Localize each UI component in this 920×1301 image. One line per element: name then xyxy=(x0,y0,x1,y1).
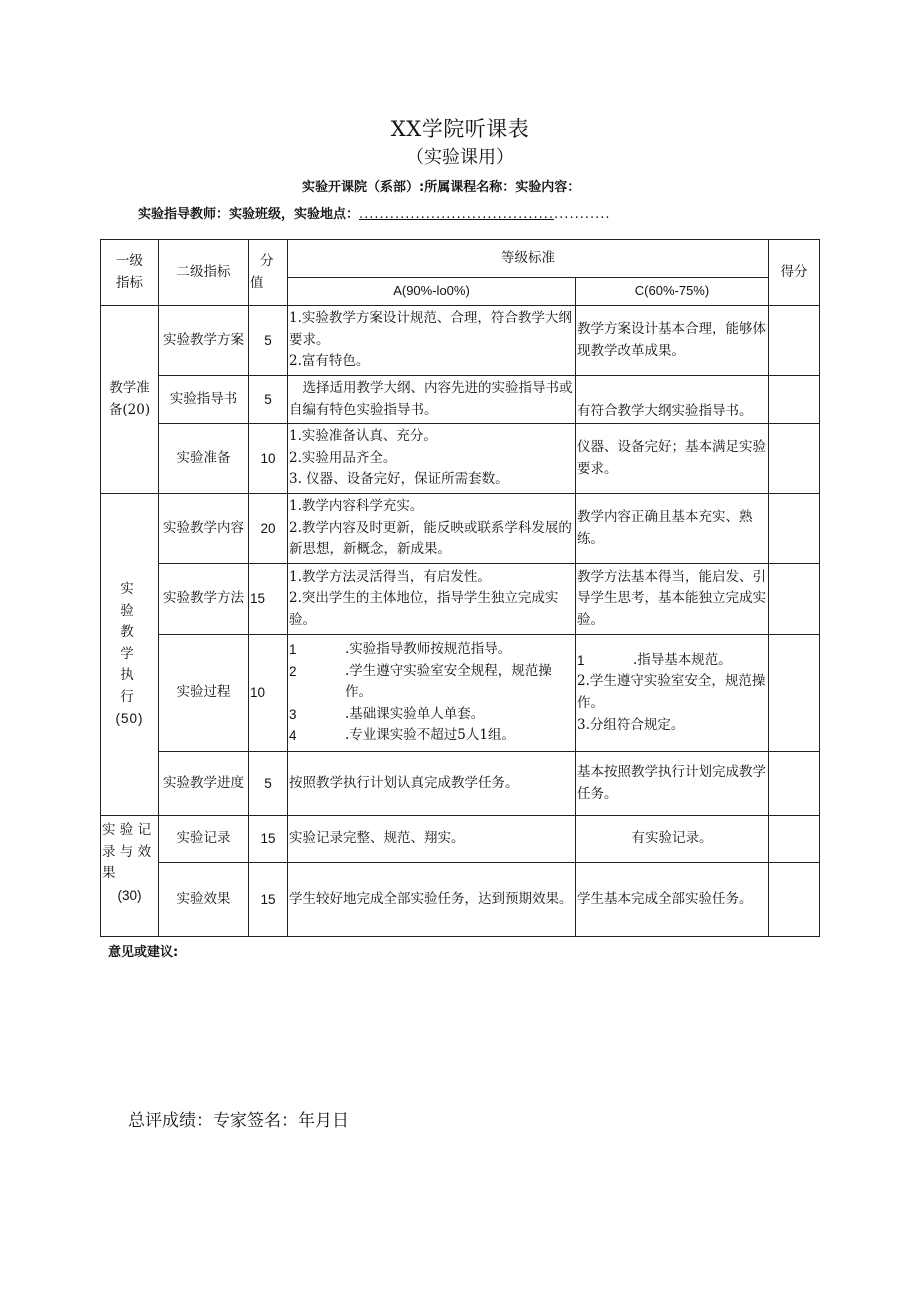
fill-in-blank-tail: ........... xyxy=(554,207,611,222)
standard-c: 仪器、设备完好；基本满足实验要求。 xyxy=(576,424,769,494)
standard-a: 选择适用教学大纲、内容先进的实验指导书或自编有特色实验指导书。 xyxy=(288,376,576,424)
group-teaching-execution: 实 验 教 学 执 行 (50) xyxy=(101,494,159,816)
teacher-info-line xyxy=(138,203,611,222)
table-row xyxy=(101,376,820,424)
standard-a: 1 .实验指导教师按规范指导。 2 .学生遵守实验室安全规程，规范操作。 3 .基础课实验单人单套。 4 .专业课实验不超过5人1组。 xyxy=(288,635,576,752)
score-cell[interactable] xyxy=(769,635,820,752)
header-level1: 一级 指标 xyxy=(101,240,159,306)
criterion-score: 5 xyxy=(249,752,288,816)
criterion-name: 实验教学方法 xyxy=(159,564,249,635)
standard-a: 实验记录完整、规范、翔实。 xyxy=(288,816,576,863)
standard-c: 有实验记录。 xyxy=(576,816,769,863)
score-cell[interactable] xyxy=(769,863,820,937)
standard-a: 1.教学内容科学充实。 2.教学内容及时更新，能反映或联系学科发展的新思想，新概念，新成果。 xyxy=(288,494,576,564)
standard-c: 1 .指导基本规范。 2.学生遵守实验室安全，规范操作。 3.分组符合规定。 xyxy=(576,635,769,752)
table-row xyxy=(101,306,820,376)
teacher-info-label: 实验指导教师：实验班级，实验地点： xyxy=(138,207,360,222)
header-row-top xyxy=(101,240,820,278)
criterion-score: 15 xyxy=(249,816,288,863)
table-row xyxy=(101,635,820,752)
standard-a: 学生较好地完成全部实验任务，达到预期效果。 xyxy=(288,863,576,937)
criterion-score: 15 xyxy=(249,564,288,635)
criterion-score: 5 xyxy=(249,376,288,424)
header-grade-c: C(60%-75%) xyxy=(576,278,769,306)
standard-c: 教学内容正确且基本充实、熟练。 xyxy=(576,494,769,564)
header-obtained-score: 得分 xyxy=(769,240,820,306)
score-cell[interactable] xyxy=(769,424,820,494)
fill-in-blank: ...................................... xyxy=(359,207,555,222)
criterion-name: 实验过程 xyxy=(159,635,249,752)
standard-c: 学生基本完成全部实验任务。 xyxy=(576,863,769,937)
criterion-name: 实验教学内容 xyxy=(159,494,249,564)
criterion-score: 20 xyxy=(249,494,288,564)
criterion-name: 实验教学进度 xyxy=(159,752,249,816)
standard-a: 按照教学执行计划认真完成教学任务。 xyxy=(288,752,576,816)
standard-a: 1.实验教学方案设计规范、合理，符合教学大纲要求。 2.富有特色。 xyxy=(288,306,576,376)
group-record-effect: 实 验 记 录 与 效 果 (30) xyxy=(101,816,159,937)
score-cell[interactable] xyxy=(769,494,820,564)
header-grade-standard: 等级标准 xyxy=(288,240,769,278)
header-score: 分 值 xyxy=(249,240,288,306)
opinion-label: 意见或建议: xyxy=(108,945,179,960)
criterion-score: 5 xyxy=(249,306,288,376)
score-cell[interactable] xyxy=(769,376,820,424)
group-teaching-prep: 教学准备(20) xyxy=(101,306,159,494)
score-cell[interactable] xyxy=(769,752,820,816)
standard-a: 1.教学方法灵活得当，有启发性。 2.突出学生的主体地位，指导学生独立完成实验。 xyxy=(288,564,576,635)
criterion-score: 15 xyxy=(249,863,288,937)
standard-c: 教学方法基本得当，能启发、引导学生思考，基本能独立完成实验。 xyxy=(576,564,769,635)
criterion-name: 实验记录 xyxy=(159,816,249,863)
score-cell[interactable] xyxy=(769,306,820,376)
criterion-score: 10 xyxy=(249,635,288,752)
score-cell[interactable] xyxy=(769,816,820,863)
standard-c: 教学方案设计基本合理，能够体现教学改革成果。 xyxy=(576,306,769,376)
header-level2: 二级指标 xyxy=(159,240,249,306)
table-row xyxy=(101,816,820,863)
criterion-name: 实验教学方案 xyxy=(159,306,249,376)
criterion-score: 10 xyxy=(249,424,288,494)
score-cell[interactable] xyxy=(769,564,820,635)
page-subtitle: （实验课用） xyxy=(406,147,514,168)
criterion-name: 实验指导书 xyxy=(159,376,249,424)
table-row xyxy=(101,564,820,635)
table-row xyxy=(101,863,820,937)
evaluation-table xyxy=(100,239,820,937)
course-info-line: 实验开课院（系部）:所属课程名称：实验内容： xyxy=(302,180,581,195)
criterion-name: 实验准备 xyxy=(159,424,249,494)
footer-signature-line: 总评成绩：专家签名：年月日 xyxy=(128,1111,349,1131)
table-row xyxy=(101,494,820,564)
standard-c: 基本按照教学执行计划完成教学任务。 xyxy=(576,752,769,816)
criterion-name: 实验效果 xyxy=(159,863,249,937)
table-row xyxy=(101,752,820,816)
header-grade-a: A(90%-lo0%) xyxy=(288,278,576,306)
standard-a: 1.实验准备认真、充分。 2.实验用品齐全。 3. 仪器、设备完好，保证所需套数。 xyxy=(288,424,576,494)
table-row xyxy=(101,424,820,494)
page-title: XX学院听课表 xyxy=(390,117,530,141)
standard-c: 有符合教学大纲实验指导书。 xyxy=(576,376,769,424)
